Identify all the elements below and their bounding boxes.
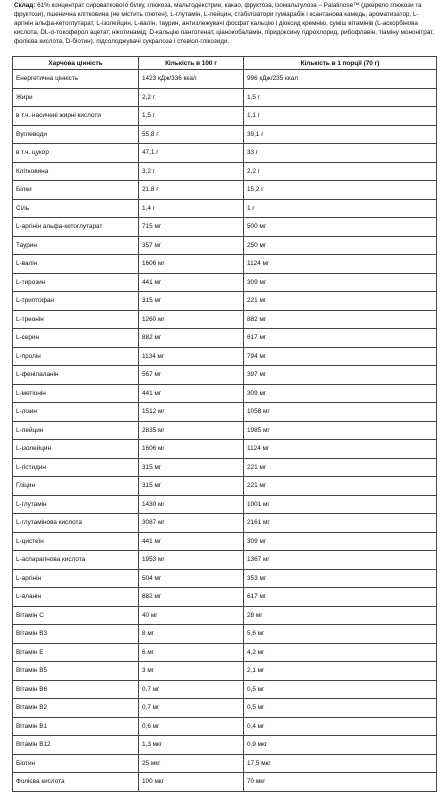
cell-nutrient: L-серин [13, 329, 139, 348]
cell-per-100g: 6 мг [139, 643, 244, 662]
cell-per-100g: 21,8 г [139, 181, 244, 200]
cell-nutrient: L-глутамінова кислота [13, 514, 139, 533]
cell-per-serving: 2161 мг [244, 514, 437, 533]
table-row [13, 310, 437, 329]
cell-nutrient: L-аспарагінова кислота [13, 551, 139, 570]
cell-per-serving: 0,4 мг [244, 717, 437, 736]
cell-per-100g: 1512 мг [139, 403, 244, 422]
table-row [13, 255, 437, 274]
cell-per-serving: 4,2 мг [244, 643, 437, 662]
cell-per-100g: 3 мг [139, 662, 244, 681]
cell-per-serving: 1,1 г [244, 107, 437, 126]
cell-per-100g: 1,4 г [139, 199, 244, 218]
cell-per-100g: 441 мг [139, 384, 244, 403]
cell-per-100g: 1953 мг [139, 551, 244, 570]
cell-per-serving: 353 мг [244, 569, 437, 588]
table-row [13, 107, 437, 126]
cell-nutrient: L-пролін [13, 347, 139, 366]
table-row [13, 532, 437, 551]
table-row [13, 625, 437, 644]
cell-per-serving: 1001 мг [244, 495, 437, 514]
cell-per-100g: 504 мг [139, 569, 244, 588]
cell-per-100g: 3,2 г [139, 162, 244, 181]
table-row [13, 218, 437, 237]
cell-per-serving: 1367 мг [244, 551, 437, 570]
ingredients-text: 61% концентрат сироваткового білку, глюкоза, мальтодекстрин, какао, фруктоза, ізомальтулоза – Palatinose™ (джерело глюкози та фруктози), пшенична клітковина (не містить глютен), L-глутамін, L-лейцин, стабілізатори гуміарабік і ксантанова камедь, ароматизатор, L-аргінін альфа-кетоглутарат, L-ізолейцин, L-валін, таурин, антизлежувачі фосфат кальцію і діоксид кремнію, суміш вітамінів (L-аскорбінова кислота, DL-α-токоферол ацетат, нікотинамід, D-кальцію пантотенат, ціанокобаламін, піридоксину гідрохлорид, рибофлавін, тіаміну мононітрат, фолієва кислота, D-біотин), підсолоджувачі сукралоза і стевіол-глікозиди. [14, 2, 435, 45]
cell-nutrient: L-глутамін [13, 495, 139, 514]
cell-nutrient: Вітамін В3 [13, 625, 139, 644]
cell-nutrient: Вітамін В12 [13, 736, 139, 755]
cell-nutrient: Вітамін Е [13, 643, 139, 662]
table-row [13, 403, 437, 422]
cell-per-100g: 0,7 мг [139, 680, 244, 699]
nutrition-table [12, 56, 437, 792]
table-row [13, 70, 437, 89]
table-row [13, 477, 437, 496]
cell-nutrient: Біотин [13, 754, 139, 773]
header-nutrient: Харчова цінність [13, 57, 139, 70]
cell-nutrient: Вітамін С [13, 606, 139, 625]
cell-per-serving: 221 мг [244, 292, 437, 311]
table-row [13, 88, 437, 107]
cell-nutrient: в т.ч. насичені жирні кислоти [13, 107, 139, 126]
cell-per-100g: 1606 мг [139, 255, 244, 274]
cell-per-serving: 309 мг [244, 532, 437, 551]
cell-nutrient: Енергетична цінність [13, 70, 139, 89]
table-row [13, 662, 437, 681]
table-row [13, 495, 437, 514]
cell-per-100g: 100 мкг [139, 773, 244, 792]
cell-nutrient: в т.ч. цукор [13, 144, 139, 163]
table-row [13, 680, 437, 699]
table-row [13, 236, 437, 255]
table-row [13, 292, 437, 311]
cell-per-100g: 441 мг [139, 273, 244, 292]
cell-nutrient: Сіль [13, 199, 139, 218]
table-row [13, 606, 437, 625]
cell-nutrient: L-аргінін альфа-кетоглутарат [13, 218, 139, 237]
ingredients-label: Склад: [14, 2, 36, 9]
table-row [13, 736, 437, 755]
table-row [13, 773, 437, 792]
cell-per-serving: 0,9 мкг [244, 736, 437, 755]
table-row [13, 717, 437, 736]
cell-per-serving: 1058 мг [244, 403, 437, 422]
cell-nutrient: L-триптофан [13, 292, 139, 311]
header-per-100g: Кількість в 100 г [139, 57, 244, 70]
cell-nutrient: L-аланін [13, 588, 139, 607]
cell-per-serving: 996 кДж/235 ккал [244, 70, 437, 89]
cell-per-serving: 617 мг [244, 588, 437, 607]
table-row [13, 162, 437, 181]
table-row [13, 754, 437, 773]
cell-per-serving: 1,5 г [244, 88, 437, 107]
table-row [13, 421, 437, 440]
cell-nutrient: Таурин [13, 236, 139, 255]
table-row [13, 384, 437, 403]
cell-per-100g: 1,5 г [139, 107, 244, 126]
cell-nutrient: Фолієва кислота [13, 773, 139, 792]
table-row [13, 588, 437, 607]
cell-nutrient: L-цистеїн [13, 532, 139, 551]
cell-per-100g: 1260 мг [139, 310, 244, 329]
ingredients-paragraph [14, 2, 436, 47]
cell-nutrient: L-тирозин [13, 273, 139, 292]
cell-per-serving: 221 мг [244, 477, 437, 496]
cell-per-100g: 882 мг [139, 329, 244, 348]
cell-per-serving: 28 мг [244, 606, 437, 625]
cell-per-100g: 357 мг [139, 236, 244, 255]
cell-per-serving: 309 мг [244, 384, 437, 403]
cell-per-serving: 1124 мг [244, 255, 437, 274]
table-row [13, 181, 437, 200]
cell-per-100g: 2,2 г [139, 88, 244, 107]
cell-nutrient: Вуглеводи [13, 125, 139, 144]
cell-nutrient: L-метіонін [13, 384, 139, 403]
cell-per-serving: 1124 мг [244, 440, 437, 459]
cell-per-100g: 0,7 мг [139, 699, 244, 718]
cell-per-serving: 882 мг [244, 310, 437, 329]
cell-per-serving: 309 мг [244, 273, 437, 292]
table-row [13, 699, 437, 718]
table-row [13, 199, 437, 218]
cell-per-100g: 1134 мг [139, 347, 244, 366]
cell-per-100g: 441 мг [139, 532, 244, 551]
table-row [13, 329, 437, 348]
cell-nutrient: Вітамін В6 [13, 680, 139, 699]
cell-per-100g: 715 мг [139, 218, 244, 237]
cell-nutrient: Клітковина [13, 162, 139, 181]
cell-per-serving: 33 г [244, 144, 437, 163]
cell-nutrient: Гліцин [13, 477, 139, 496]
cell-nutrient: L-треонін [13, 310, 139, 329]
cell-per-100g: 2835 мг [139, 421, 244, 440]
table-row [13, 440, 437, 459]
table-row [13, 273, 437, 292]
cell-nutrient: Жири [13, 88, 139, 107]
cell-per-serving: 0,5 мг [244, 699, 437, 718]
cell-per-serving: 617 мг [244, 329, 437, 348]
cell-per-serving: 5,6 мг [244, 625, 437, 644]
cell-nutrient: L-гістидин [13, 458, 139, 477]
cell-per-100g: 1430 мг [139, 495, 244, 514]
header-per-serving: Кількість в 1 порції (70 г) [244, 57, 437, 70]
cell-per-serving: 39,1 г [244, 125, 437, 144]
cell-per-100g: 882 мг [139, 588, 244, 607]
cell-per-serving: 221 мг [244, 458, 437, 477]
cell-nutrient: Вітамін В1 [13, 717, 139, 736]
cell-per-serving: 397 мг [244, 366, 437, 385]
cell-nutrient: Вітамін В5 [13, 662, 139, 681]
cell-per-100g: 8 мг [139, 625, 244, 644]
cell-per-serving: 250 мг [244, 236, 437, 255]
cell-per-100g: 3087 мг [139, 514, 244, 533]
cell-per-100g: 315 мг [139, 458, 244, 477]
table-row [13, 569, 437, 588]
cell-nutrient: L-фенілаланін [13, 366, 139, 385]
table-row [13, 643, 437, 662]
table-row [13, 458, 437, 477]
table-row [13, 125, 437, 144]
cell-per-serving: 794 мг [244, 347, 437, 366]
table-row [13, 366, 437, 385]
cell-nutrient: L-аргінін [13, 569, 139, 588]
table-row [13, 551, 437, 570]
cell-per-100g: 25 мкг [139, 754, 244, 773]
table-header-row [13, 57, 437, 70]
cell-per-serving: 0,5 мг [244, 680, 437, 699]
cell-per-100g: 1,3 мкг [139, 736, 244, 755]
cell-per-serving: 17,5 мкг [244, 754, 437, 773]
cell-per-serving: 15,2 г [244, 181, 437, 200]
cell-nutrient: L-лізин [13, 403, 139, 422]
table-body [13, 70, 437, 792]
cell-per-serving: 500 мг [244, 218, 437, 237]
cell-per-100g: 0,6 мг [139, 717, 244, 736]
cell-nutrient: Вітамін В2 [13, 699, 139, 718]
table-row [13, 514, 437, 533]
cell-per-100g: 1423 кДж/336 ккал [139, 70, 244, 89]
cell-per-serving: 1985 мг [244, 421, 437, 440]
cell-nutrient: L-валін [13, 255, 139, 274]
cell-per-serving: 1 г [244, 199, 437, 218]
cell-per-100g: 315 мг [139, 292, 244, 311]
cell-nutrient: L-лейцин [13, 421, 139, 440]
cell-per-100g: 1606 мг [139, 440, 244, 459]
cell-per-serving: 70 мкг [244, 773, 437, 792]
cell-per-100g: 315 мг [139, 477, 244, 496]
cell-nutrient: Білки [13, 181, 139, 200]
table-row [13, 347, 437, 366]
cell-per-serving: 2,1 мг [244, 662, 437, 681]
table-row [13, 144, 437, 163]
cell-per-100g: 567 мг [139, 366, 244, 385]
cell-per-100g: 40 мг [139, 606, 244, 625]
cell-per-100g: 47,1 г [139, 144, 244, 163]
cell-nutrient: L-ізолейцин [13, 440, 139, 459]
cell-per-100g: 55,8 г [139, 125, 244, 144]
cell-per-serving: 2,2 г [244, 162, 437, 181]
